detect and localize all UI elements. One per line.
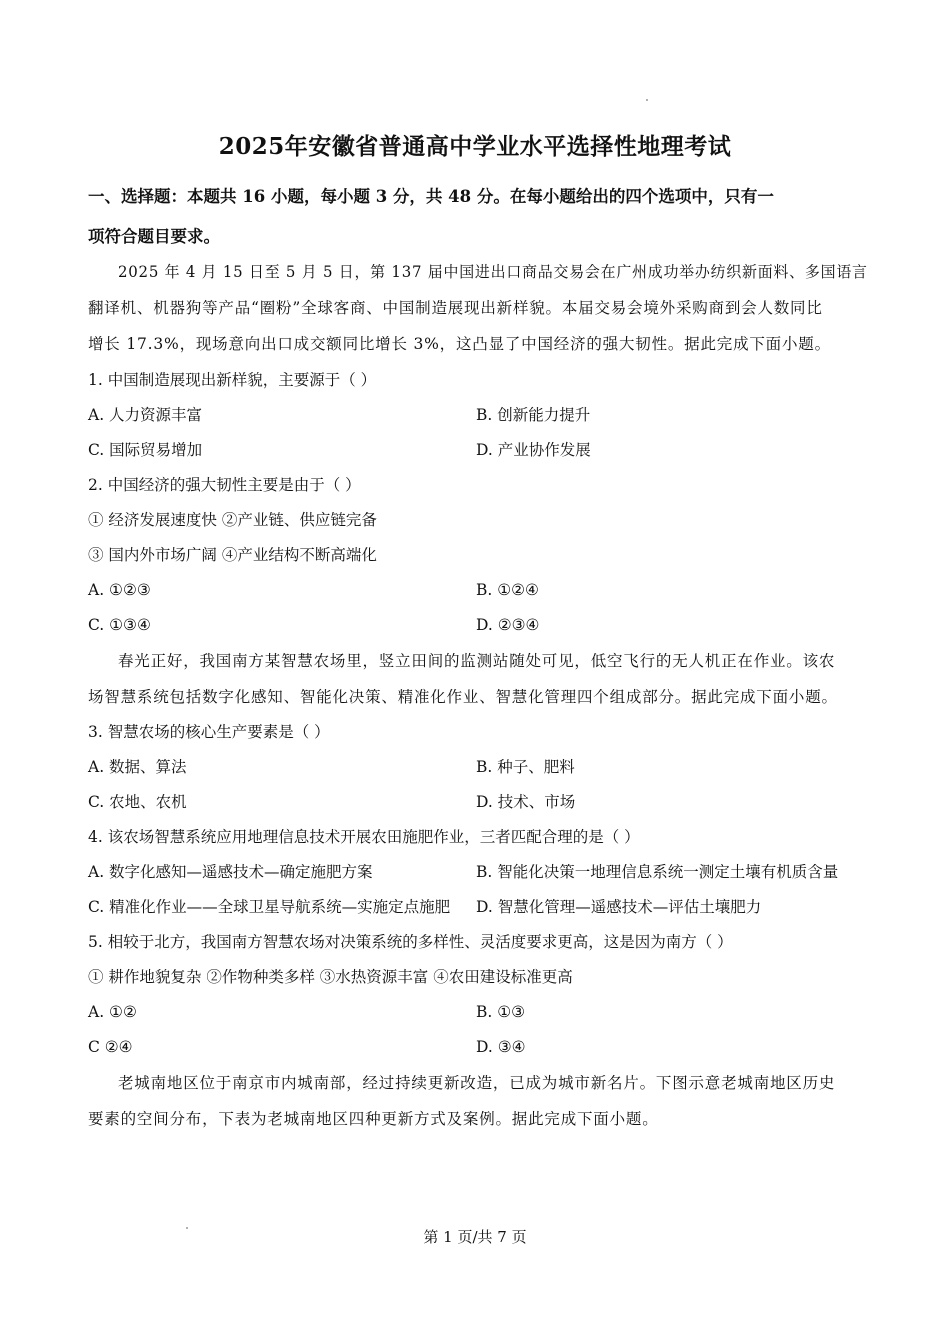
question-5-statements: ① 耕作地貌复杂 ②作物种类多样 ③水热资源丰富 ④农田建设标准更高 bbox=[88, 968, 573, 986]
exam-title: 2025年安徽省普通高中学业水平选择性地理考试 bbox=[218, 133, 732, 160]
scan-speck bbox=[646, 99, 648, 101]
passage-2-line-2: 场智慧系统包括数字化感知、智能化决策、精准化作业、智慧化管理四个组成部分。据此完成下面小题。 bbox=[88, 688, 838, 706]
passage-1-line-2: 翻译机、机器狗等产品“圈粉”全球客商、中国制造展现出新样貌。本届交易会境外采购商到会人数同比 bbox=[88, 299, 823, 317]
question-1-option-b: B. 创新能力提升 bbox=[476, 406, 591, 424]
question-5-option-a: A. ①② bbox=[88, 1003, 137, 1021]
question-5-option-b: B. ①③ bbox=[476, 1003, 526, 1021]
question-3-option-a: A. 数据、算法 bbox=[88, 758, 187, 776]
question-4-option-d: D. 智慧化管理—遥感技术—评估土壤肥力 bbox=[476, 898, 762, 916]
passage-1-line-1: 2025 年 4 月 15 日至 5 月 5 日，第 137 届中国进出口商品交易会在广州成功举办纺织新面料、多国语言 bbox=[118, 263, 868, 281]
question-3-option-d: D. 技术、市场 bbox=[476, 793, 576, 811]
page-number-footer: 第 1 页/共 7 页 bbox=[423, 1228, 527, 1246]
question-4-option-b: B. 智能化决策一地理信息系统一测定土壤有机质含量 bbox=[476, 863, 839, 881]
section-heading-line-2: 项符合题目要求。 bbox=[88, 227, 220, 246]
question-3-option-c: C. 农地、农机 bbox=[88, 793, 187, 811]
question-2-statements-2: ③ 国内外市场广阔 ④产业结构不断高端化 bbox=[88, 546, 377, 564]
question-2-stem: 2. 中国经济的强大韧性主要是由于（ ） bbox=[88, 476, 361, 494]
passage-2-line-1: 春光正好，我国南方某智慧农场里，竖立田间的监测站随处可见，低空飞行的无人机正在作业。该农 bbox=[118, 652, 836, 670]
question-1-option-d: D. 产业协作发展 bbox=[476, 441, 591, 459]
question-1-option-c: C. 国际贸易增加 bbox=[88, 441, 203, 459]
question-2-option-d: D. ②③④ bbox=[476, 616, 540, 634]
question-4-stem: 4. 该农场智慧系统应用地理信息技术开展农田施肥作业，三者匹配合理的是（ ） bbox=[88, 828, 640, 846]
passage-3-line-2: 要素的空间分布，下表为老城南地区四种更新方式及案例。据此完成下面小题。 bbox=[88, 1110, 659, 1128]
passage-3-line-1: 老城南地区位于南京市内城南部，经过持续更新改造，已成为城市新名片。下图示意老城南地区历史 bbox=[118, 1074, 836, 1092]
question-5-option-c: C ②④ bbox=[88, 1038, 133, 1056]
question-2-option-a: A. ①②③ bbox=[88, 581, 151, 599]
question-2-statements-1: ① 经济发展速度快 ②产业链、供应链完备 bbox=[88, 511, 377, 529]
question-3-option-b: B. 种子、肥料 bbox=[476, 758, 575, 776]
section-heading-line-1: 一、选择题：本题共 16 小题，每小题 3 分，共 48 分。在每小题给出的四个选项中，只有一 bbox=[88, 187, 774, 206]
question-2-option-c: C. ①③④ bbox=[88, 616, 151, 634]
passage-1-line-3: 增长 17.3%，现场意向出口成交额同比增长 3%，这凸显了中国经济的强大韧性。据此完成下面小题。 bbox=[88, 335, 831, 353]
question-2-option-b: B. ①②④ bbox=[476, 581, 539, 599]
question-5-option-d: D. ③④ bbox=[476, 1038, 526, 1056]
question-1-stem: 1. 中国制造展现出新样貌，主要源于（ ） bbox=[88, 371, 377, 389]
question-1-option-a: A. 人力资源丰富 bbox=[88, 406, 203, 424]
question-5-stem: 5. 相较于北方，我国南方智慧农场对决策系统的多样性、灵活度要求更高，这是因为南方（ ） bbox=[88, 933, 733, 951]
question-4-option-c: C. 精准化作业——全球卫星导航系统—实施定点施肥 bbox=[88, 898, 451, 916]
question-3-stem: 3. 智慧农场的核心生产要素是（ ） bbox=[88, 723, 330, 741]
question-4-option-a: A. 数字化感知—遥感技术—确定施肥方案 bbox=[88, 863, 373, 881]
